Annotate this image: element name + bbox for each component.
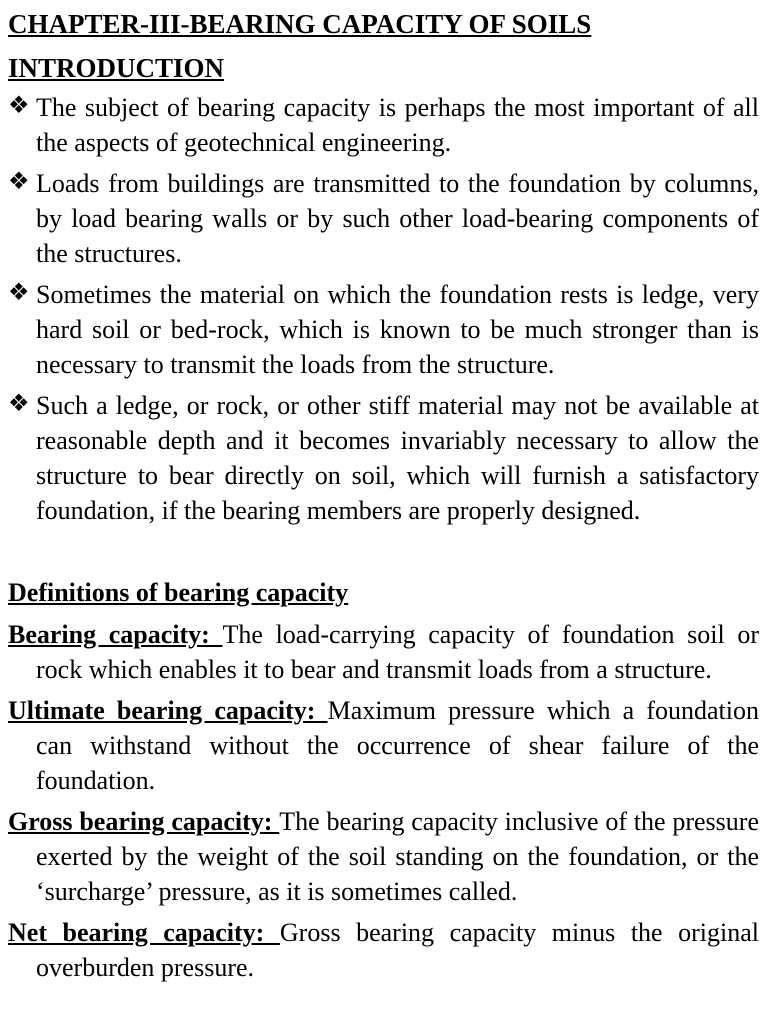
diamond-bullet-icon: ❖ [8,391,30,417]
definition-term: Gross bearing capacity: [8,807,280,836]
bullet-item [8,277,759,382]
definition-text: The load-carrying capacity of foundation soil or rock which enables it to bear and transmit loads from a structure. [36,620,759,684]
definition-term: Ultimate bearing capacity: [8,696,328,725]
document-page [8,0,759,1024]
definition-item [8,804,759,909]
definition-item [8,693,759,798]
bullet-text: Loads from buildings are transmitted to the foundation by columns, by load bearing walls or by such other load-bearing components of the structures. [36,169,759,268]
bullet-item [8,166,759,271]
diamond-bullet-icon: ❖ [8,93,30,119]
bullet-text: Such a ledge, or rock, or other stiff material may not be available at reasonable depth and it becomes invariably necessary to allow the structure to bear directly on soil, which will furnish a satisfactory foundation, if the bearing members are properly designed. [36,391,759,525]
introduction-bullet-list [8,90,759,570]
definition-text: Gross bearing capacity minus the original overburden pressure. [36,918,759,982]
diamond-bullet-icon: ❖ [8,169,30,195]
definition-item [8,915,759,985]
definitions-heading: Definitions of bearing capacity [8,578,349,607]
definition-text: Maximum pressure which a foundation can withstand without the occurrence of shear failure of the foundation. [36,696,759,795]
definition-term: Net bearing capacity: [8,918,280,947]
bullet-item [8,388,759,528]
definition-text: The bearing capacity inclusive of the pressure exerted by the weight of the soil standing on the foundation, or the ‘surcharge’ pressure, as it is sometimes called. [36,807,759,906]
diamond-bullet-icon: ❖ [8,280,30,306]
definitions-list [8,617,759,985]
bullet-text: The subject of bearing capacity is perhaps the most important of all the aspects of geotechnical engineering. [36,93,759,157]
definition-term: Bearing capacity: [8,620,223,649]
chapter-title: CHAPTER-III-BEARING CAPACITY OF SOILS [8,9,592,39]
introduction-heading: INTRODUCTION [8,53,225,83]
definition-item [8,617,759,687]
bullet-item [8,90,759,160]
bullet-text: Sometimes the material on which the foundation rests is ledge, very hard soil or bed-rock, which is known to be much stronger than is necessary to transmit the loads from the structure. [36,280,759,379]
